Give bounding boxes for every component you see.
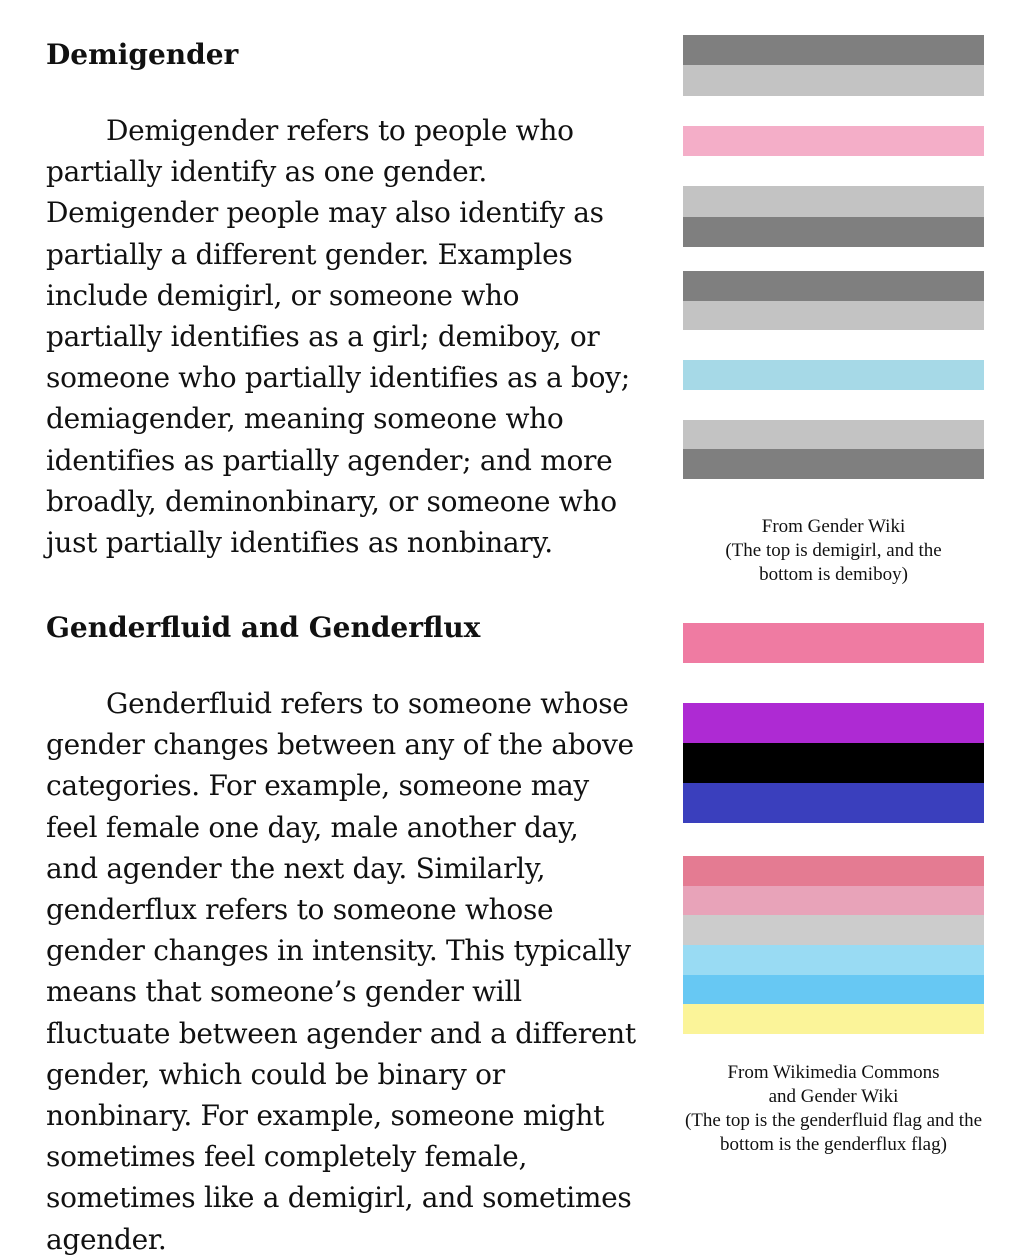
genderfluid-flag-stripe: [683, 663, 984, 703]
genderflux-flag-stripe: [683, 1004, 984, 1034]
demiboy-flag-stripe: [683, 271, 984, 301]
genderfluid-flag-stripe: [683, 623, 984, 663]
heading-genderfluid: Genderfluid and Genderflux: [46, 611, 481, 644]
caption-fluid: [683, 1061, 984, 1157]
demigirl-flag-stripe: [683, 126, 984, 156]
genderfluid-flag: [683, 623, 984, 823]
section-demigender: [46, 38, 636, 563]
genderflux-flag-stripe: [683, 856, 984, 886]
demiboy-flag-stripe: [683, 330, 984, 360]
demiboy-flag-stripe: [683, 420, 984, 450]
demigirl-flag-stripe: [683, 35, 984, 65]
demigirl-flag-stripe: [683, 156, 984, 186]
demiboy-flag-stripe: [683, 390, 984, 420]
genderflux-flag: [683, 856, 984, 1034]
genderflux-flag-stripe: [683, 886, 984, 916]
demigirl-flag-stripe: [683, 186, 984, 216]
caption-demigender: [683, 515, 984, 587]
paragraph-genderfluid: Genderfluid refers to someone whose gender changes between any of the above categories. For example, someone may feel female one day, male another day, and agender the next day. Similarly, genderflux refers to someone whose gender changes in intensity. This typically means that someone’s gender will fluctuate between agender and a different gender, which could be binary or nonbinary. For example, someone might sometimes feel completely female, sometimes like a demigirl, and sometimes agender.: [46, 687, 636, 1256]
demiboy-flag-stripe: [683, 301, 984, 331]
caption-fluid-note: (The top is the genderfluid flag and the bottom is the genderflux flag): [684, 1110, 983, 1155]
demigirl-flag-stripe: [683, 217, 984, 247]
genderfluid-flag-stripe: [683, 743, 984, 783]
genderflux-flag-stripe: [683, 945, 984, 975]
genderflux-flag-stripe: [683, 975, 984, 1005]
demigirl-flag: [683, 35, 984, 247]
demigirl-flag-stripe: [683, 65, 984, 95]
genderfluid-flag-stripe: [683, 783, 984, 823]
demiboy-flag-stripe: [683, 449, 984, 479]
caption-demigender-source: From Gender Wiki: [761, 516, 906, 537]
caption-demigender-note: (The top is demigirl, and the bottom is demiboy): [725, 540, 942, 585]
demiboy-flag-stripe: [683, 360, 984, 390]
genderflux-flag-stripe: [683, 915, 984, 945]
demiboy-flag: [683, 271, 984, 479]
heading-demigender: Demigender: [46, 38, 239, 71]
demigirl-flag-stripe: [683, 96, 984, 126]
caption-fluid-source: From Wikimedia Commons and Gender Wiki: [727, 1062, 940, 1107]
genderfluid-flag-stripe: [683, 703, 984, 743]
section-genderfluid: [46, 611, 636, 1260]
paragraph-demigender: Demigender refers to people who partially identify as one gender. Demigender people may also identify as partially a different gender. Examples include demigirl, or someone who partially identifies as a girl; demiboy, or someone who partially identifies as a boy; demiagender, meaning someone who identifies as partially agender; and more broadly, deminonbinary, or someone who just partially identifies as nonbinary.: [46, 114, 630, 560]
